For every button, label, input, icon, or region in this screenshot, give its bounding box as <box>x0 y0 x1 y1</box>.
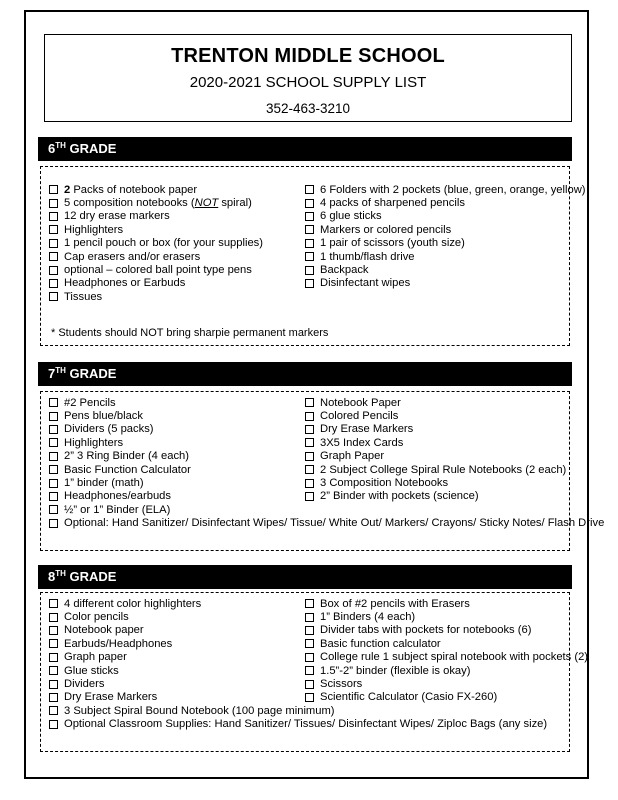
item-label: 3X5 Index Cards <box>320 436 404 449</box>
grade6-right-column <box>305 183 586 290</box>
item-label: 2” 3 Ring Binder (4 each) <box>64 450 189 463</box>
checkbox-icon[interactable] <box>49 505 58 514</box>
item-label: Colored Pencils <box>320 410 399 423</box>
checkbox-icon[interactable] <box>305 212 314 221</box>
list-item <box>49 263 263 276</box>
checkbox-icon[interactable] <box>305 185 314 194</box>
item-label: Glue sticks <box>64 664 119 677</box>
checkbox-icon[interactable] <box>305 693 314 702</box>
checkbox-icon[interactable] <box>49 492 58 501</box>
checkbox-icon[interactable] <box>49 212 58 221</box>
list-item <box>305 610 588 623</box>
item-label: 3 Subject Spiral Bound Notebook (100 page minimum) <box>64 704 335 717</box>
list-item <box>305 196 586 209</box>
item-label: Divider tabs with pockets for notebooks (6) <box>320 624 532 637</box>
item-label: 2 Subject College Spiral Rule Notebooks (2 each) <box>320 463 567 476</box>
checkbox-icon[interactable] <box>49 479 58 488</box>
grade8-list-box <box>40 592 589 752</box>
list-title: 2020-2021 SCHOOL SUPPLY LIST <box>189 74 427 91</box>
list-item <box>305 624 588 637</box>
checkbox-icon[interactable] <box>305 412 314 421</box>
item-label: optional – colored ball point type pens <box>64 264 252 277</box>
item-label: College rule 1 subject spiral notebook with pockets (2) <box>320 651 589 664</box>
item-label: 1” binder (math) <box>64 477 144 490</box>
checkbox-icon[interactable] <box>305 639 314 648</box>
item-label: Headphones/earbuds <box>64 490 171 503</box>
list-item <box>49 250 263 263</box>
checkbox-icon[interactable] <box>305 279 314 288</box>
checkbox-icon[interactable] <box>49 639 58 648</box>
list-item <box>305 183 586 196</box>
item-label: 3 Composition Notebooks <box>320 477 449 490</box>
list-item <box>305 597 588 610</box>
item-label: Optional Classroom Supplies: Hand Sanitizer/ Tissues/ Disinfectant Wipes/ Ziploc Bags (any size) <box>64 718 548 731</box>
item-label: Basic Function Calculator <box>64 463 191 476</box>
grade7-list-box <box>40 391 605 551</box>
grade6-title-num: 6 <box>48 141 56 156</box>
grade6-left-column <box>49 183 263 304</box>
item-label: #2 Pencils <box>64 396 116 409</box>
checkbox-icon[interactable] <box>49 680 58 689</box>
list-item <box>305 651 588 664</box>
item-label: 6 Folders with 2 pockets (blue, green, orange, yellow) <box>320 183 586 196</box>
list-item <box>49 517 604 530</box>
item-label: Graph paper <box>64 651 127 664</box>
checkbox-icon[interactable] <box>49 465 58 474</box>
list-item <box>49 503 604 516</box>
item-label: Disinfectant wipes <box>320 277 411 290</box>
item-label: Scientific Calculator (Casio FX-260) <box>320 691 498 704</box>
list-item <box>305 263 586 276</box>
item-label: Markers or colored pencils <box>320 223 452 236</box>
checkbox-icon[interactable] <box>305 599 314 608</box>
list-item <box>305 677 588 690</box>
checkbox-icon[interactable] <box>305 653 314 662</box>
checkbox-icon[interactable] <box>49 693 58 702</box>
grade8-right-column <box>305 597 588 704</box>
checkbox-icon[interactable] <box>49 398 58 407</box>
checkbox-icon[interactable] <box>49 185 58 194</box>
checkbox-icon[interactable] <box>305 452 314 461</box>
list-item <box>305 476 566 489</box>
list-item <box>305 409 566 422</box>
grade7-right-column <box>305 396 566 503</box>
item-label: Packs of notebook paper <box>73 183 198 196</box>
checkbox-icon[interactable] <box>49 666 58 675</box>
item-label: Tissues <box>64 290 103 303</box>
checkbox-icon[interactable] <box>305 252 314 261</box>
checkbox-icon[interactable] <box>49 199 58 208</box>
checkbox-icon[interactable] <box>49 266 58 275</box>
item-label: 4 packs of sharpened pencils <box>320 197 465 210</box>
checkbox-icon[interactable] <box>49 519 58 528</box>
checkbox-icon[interactable] <box>305 666 314 675</box>
grade8-title-word: GRADE <box>65 569 117 584</box>
item-label: Graph Paper <box>320 450 385 463</box>
school-name: TRENTON MIDDLE SCHOOL <box>171 45 445 67</box>
checkbox-icon[interactable] <box>305 479 314 488</box>
checkbox-icon[interactable] <box>305 465 314 474</box>
grade6-title-bar <box>38 137 572 161</box>
item-label: Highlighters <box>64 436 124 449</box>
grade8-title-num: 8 <box>48 569 56 584</box>
item-label: Headphones or Earbuds <box>64 277 186 290</box>
item-label: Pens blue/black <box>64 410 143 423</box>
checkbox-icon[interactable] <box>305 225 314 234</box>
phone-number: 352-463-3210 <box>265 101 351 116</box>
item-label: 12 dry erase markers <box>64 210 170 223</box>
grade8-title-bar <box>38 565 572 589</box>
item-label: 1 thumb/flash drive <box>320 250 415 263</box>
item-label: Cap erasers and/or erasers <box>64 250 201 263</box>
list-item <box>49 210 263 223</box>
item-label: Earbuds/Headphones <box>64 637 173 650</box>
list-item <box>305 463 566 476</box>
list-item <box>49 718 547 731</box>
grade7-title-sup: TH <box>55 366 66 375</box>
item-label: 1.5”-2” binder (flexible is okay) <box>320 664 471 677</box>
checkbox-icon[interactable] <box>49 279 58 288</box>
list-item <box>305 396 566 409</box>
list-item <box>305 277 586 290</box>
grade6-list-box <box>40 166 586 346</box>
checkbox-icon[interactable] <box>305 266 314 275</box>
checkbox-icon[interactable] <box>305 613 314 622</box>
list-item <box>49 277 263 290</box>
item-label: 2” Binder with pockets (science) <box>320 490 479 503</box>
checkbox-icon[interactable] <box>49 292 58 301</box>
list-item <box>49 223 263 236</box>
list-item <box>305 691 588 704</box>
list-item <box>305 423 566 436</box>
list-item <box>305 436 566 449</box>
item-label: Scissors <box>320 678 363 691</box>
list-item <box>305 490 566 503</box>
item-label: Box of #2 pencils with Erasers <box>320 597 470 610</box>
item-label: Optional: Hand Sanitizer/ Disinfectant Wipes/ Tissue/ White Out/ Markers/ Crayons/ Sticky Notes/ Flash Drive <box>64 517 605 530</box>
list-item <box>305 664 588 677</box>
checkbox-icon[interactable] <box>49 599 58 608</box>
list-item <box>305 450 566 463</box>
item-label: 1 pencil pouch or box (for your supplies) <box>64 237 263 250</box>
list-item <box>49 290 263 303</box>
item-label: Dry Erase Markers <box>320 423 414 436</box>
item-label: Basic function calculator <box>320 637 441 650</box>
item-count: 2 <box>64 183 71 196</box>
checkbox-icon[interactable] <box>49 438 58 447</box>
checkbox-icon[interactable] <box>305 425 314 434</box>
item-label: Color pencils <box>64 611 129 624</box>
checkbox-icon[interactable] <box>305 492 314 501</box>
item-label: 5 composition notebooks (NOT spiral) <box>64 197 252 210</box>
item-label: Dry Erase Markers <box>64 691 158 704</box>
grade7-title-bar <box>38 362 572 386</box>
item-label: Backpack <box>320 264 369 277</box>
item-label: ½” or 1” Binder (ELA) <box>64 503 171 516</box>
checkbox-icon[interactable] <box>49 626 58 635</box>
checkbox-icon[interactable] <box>305 438 314 447</box>
checkbox-icon[interactable] <box>49 252 58 261</box>
list-item <box>305 637 588 650</box>
checkbox-icon[interactable] <box>305 398 314 407</box>
grade6-title-word: GRADE <box>65 141 117 156</box>
checkbox-icon[interactable] <box>49 613 58 622</box>
checkbox-icon[interactable] <box>305 680 314 689</box>
checkbox-icon[interactable] <box>49 412 58 421</box>
list-item <box>305 223 586 236</box>
list-item <box>305 237 586 250</box>
grade6-note: * Students should NOT bring sharpie permanent markers <box>51 327 329 339</box>
item-label: Dividers <box>64 678 105 691</box>
checkbox-icon[interactable] <box>49 452 58 461</box>
checkbox-icon[interactable] <box>305 626 314 635</box>
item-label: Notebook Paper <box>320 396 401 409</box>
list-item <box>49 196 263 209</box>
checkbox-icon[interactable] <box>305 239 314 248</box>
item-label: 1” Binders (4 each) <box>320 611 416 624</box>
checkbox-icon[interactable] <box>49 239 58 248</box>
item-label: 4 different color highlighters <box>64 597 202 610</box>
checkbox-icon[interactable] <box>49 720 58 729</box>
list-item <box>49 237 263 250</box>
grade7-title-num: 7 <box>48 366 56 381</box>
item-label: 1 pair of scissors (youth size) <box>320 237 465 250</box>
grade8-title-sup: TH <box>55 569 66 578</box>
item-label: Dividers (5 packs) <box>64 423 154 436</box>
checkbox-icon[interactable] <box>49 706 58 715</box>
checkbox-icon[interactable] <box>49 225 58 234</box>
grade7-title-word: GRADE <box>65 366 117 381</box>
checkbox-icon[interactable] <box>49 653 58 662</box>
checkbox-icon[interactable] <box>305 199 314 208</box>
list-item <box>305 250 586 263</box>
list-item <box>49 183 263 196</box>
item-label: Highlighters <box>64 223 124 236</box>
header-box <box>44 34 572 122</box>
list-item <box>305 210 586 223</box>
item-label: Notebook paper <box>64 624 144 637</box>
grade6-title-sup: TH <box>55 141 66 150</box>
checkbox-icon[interactable] <box>49 425 58 434</box>
item-label: 6 glue sticks <box>320 210 382 223</box>
list-item <box>49 704 547 717</box>
